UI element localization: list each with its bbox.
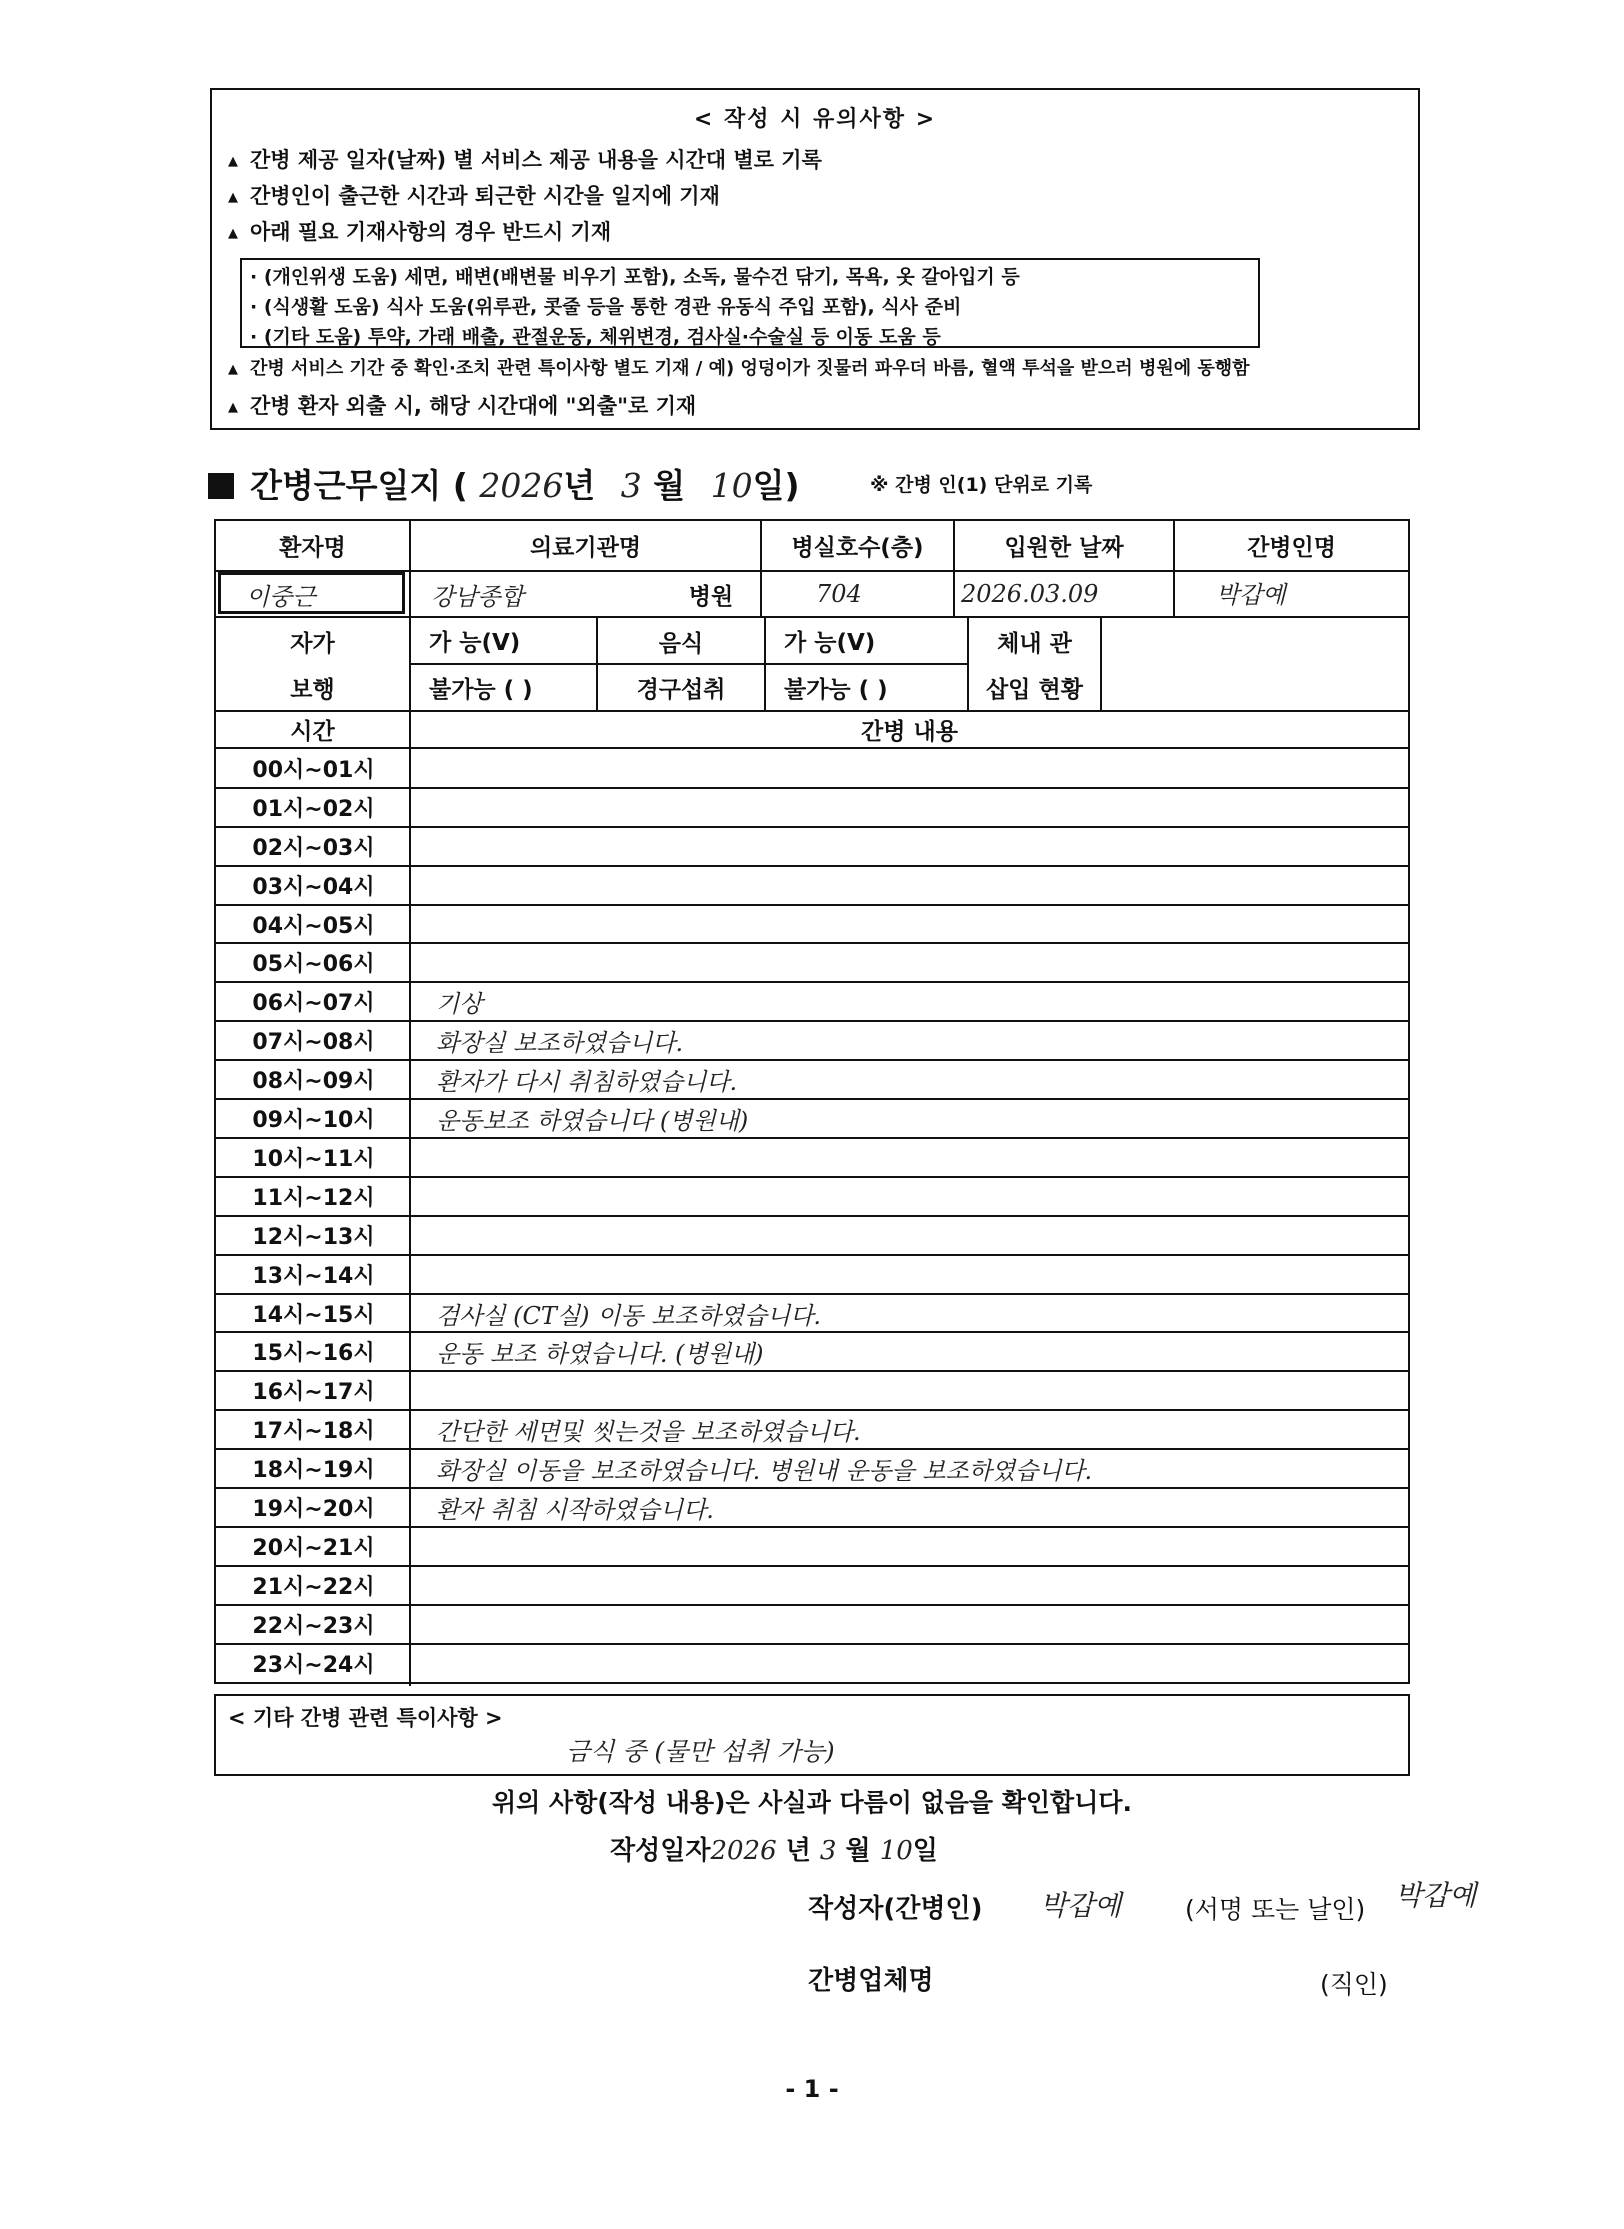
eat-possible: 가 능(V) [784,630,876,656]
notice-bullet-text: 간병인이 출근한 시간과 퇴근한 시간을 일지에 기재 [250,184,720,208]
log-time: 17시~18시 [252,1419,375,1445]
black-square-icon [208,473,234,499]
tube-label: 체내 관 [997,630,1072,657]
time-header: 시간 [290,719,335,745]
log-time: 09시~10시 [252,1108,375,1134]
log-row [216,1333,1408,1372]
log-row [216,1527,1408,1566]
log-time: 06시~07시 [252,991,375,1017]
writer-name: 박갑예 [1040,1889,1122,1922]
log-entry: 간단한 세면및 씻는것을 보조하였습니다. [436,1418,861,1447]
care-log-table [214,519,1410,1684]
notice-bullet [228,390,696,420]
log-row [216,1255,1408,1294]
notice-box [210,88,1420,430]
log-row [216,1060,1408,1099]
log-row [216,1371,1408,1410]
sign-label: (서명 또는 날인) [1185,1895,1366,1924]
written-date [610,1830,938,1867]
title-day-unit: 일) [752,466,800,505]
triangle-bullet-icon: ▲ [228,361,238,377]
caregiver-name: 박갑예 [1216,580,1286,609]
date-month: 3 [819,1836,837,1866]
hospital-suffix: 병원 [688,583,734,610]
remarks-label: < 기타 간병 관련 특이사항 > [228,1706,503,1730]
log-row [216,1488,1408,1527]
detail-line: · (개인위생 도움) 세면, 배변(배변물 비우기 포함), 소독, 물수건 닦기, 목욕, 옷 갈아입기 등 [250,266,1020,288]
log-row [216,1138,1408,1177]
notice-bullet-text: 간병 제공 일자(날짜) 별 서비스 제공 내용을 시간대 별로 기록 [250,148,822,172]
eat-label: 음식 [658,630,704,657]
triangle-bullet-icon: ▲ [228,153,238,169]
log-entry: 화장실 이동을 보조하였습니다. 병원내 운동을 보조하였습니다. [436,1457,1093,1486]
log-row [216,788,1408,827]
log-time: 18시~19시 [252,1458,375,1484]
header-room: 병실호수(층) [791,535,924,561]
log-time: 12시~13시 [252,1224,375,1250]
log-time: 10시~11시 [252,1146,375,1172]
log-entry: 검사실 (CT실) 이동 보조하였습니다. [436,1301,822,1330]
header-admit-date: 입원한 날짜 [1004,535,1124,561]
log-row [216,1410,1408,1449]
notice-bullet [228,180,720,210]
log-entry: 화장실 보조하였습니다. [436,1029,684,1058]
seal-label: (직인) [1320,1970,1388,1999]
log-row [216,1605,1408,1644]
log-time: 08시~09시 [252,1069,375,1095]
log-time: 11시~12시 [252,1185,375,1211]
date-day-unit: 일 [912,1836,938,1866]
header-patient: 환자명 [279,535,346,561]
log-row [216,1644,1408,1683]
log-time: 07시~08시 [252,1030,375,1056]
content-header: 간병 내용 [861,719,958,745]
patient-name: 이중근 [246,582,316,611]
signature: 박갑예 [1395,1879,1477,1912]
log-row [216,1566,1408,1605]
triangle-bullet-icon: ▲ [228,225,238,241]
log-entry: 기상 [436,990,483,1019]
notice-detail-box [240,258,1260,348]
notice-bullet [228,354,1250,380]
title-year-unit: 년 [563,466,596,505]
log-row [216,944,1408,983]
log-entry: 환자 취침 시작하였습니다. [436,1496,714,1525]
notice-bullet-text: 간병 서비스 기간 중 확인·조치 관련 특이사항 별도 기재 / 예) 엉덩이가 짓물러 파우더 바름, 혈액 투석을 받으러 병원에 동행함 [250,358,1250,379]
log-time: 01시~02시 [252,796,375,822]
header-hospital: 의료기관명 [529,535,642,561]
walk-label: 보행 [290,676,335,703]
title-month: 3 [620,466,642,505]
log-time: 15시~16시 [252,1341,375,1367]
title-paren: ( [452,466,468,505]
date-year-unit: 년 [785,1836,811,1866]
date-day: 10 [879,1836,913,1866]
notice-bullet-text: 아래 필요 기재사항의 경우 반드시 기재 [250,220,612,244]
title-month-unit: 월 [653,466,686,505]
triangle-bullet-icon: ▲ [228,399,238,415]
hospital-name: 강남종합 [431,582,524,611]
log-time: 22시~23시 [252,1613,375,1639]
writer-label: 작성자(간병인) [808,1894,983,1924]
log-time: 20시~21시 [252,1535,375,1561]
log-row [216,1177,1408,1216]
log-time: 14시~15시 [252,1302,375,1328]
date-year: 2026 [710,1836,777,1866]
log-time: 00시~01시 [252,757,375,783]
notice-bullet [228,216,611,246]
detail-line: · (식생활 도움) 식사 도움(위루관, 콧줄 등을 통한 경관 유동식 주입 포함), 식사 준비 [250,296,962,318]
log-row [216,827,1408,866]
log-entry: 운동보조 하였습니다 (병원내) [436,1107,749,1136]
notice-bullet-text: 간병 환자 외출 시, 해당 시간대에 "외출"로 기재 [250,394,697,418]
date-label: 작성일자 [610,1836,711,1866]
admit-date: 2026.03.09 [961,580,1099,608]
confirm-statement: 위의 사항(작성 내용)은 사실과 다름이 없음을 확인합니다. [491,1788,1133,1817]
log-entry: 환자가 다시 취침하였습니다. [436,1068,738,1097]
notice-bullet [228,144,822,174]
log-row [216,905,1408,944]
walk-impossible: 불가능 ( ) [429,677,533,703]
log-time: 21시~22시 [252,1574,375,1600]
notice-title: < 작성 시 유의사항 > [693,107,937,132]
log-time: 16시~17시 [252,1380,375,1406]
col-divider [1100,616,1102,711]
log-row [216,1021,1408,1060]
remarks-box [214,1694,1410,1776]
log-row [216,1216,1408,1255]
remarks-text: 금식 중 (물만 섭취 가능) [566,1737,835,1766]
page-number: - 1 - [785,2075,839,2103]
detail-line: · (기타 도움) 투약, 가래 배출, 관절운동, 체위변경, 검사실·수술실 등 이동 도움 등 [250,326,941,348]
walk-possible: 가 능(V) [429,630,521,656]
log-row [216,1449,1408,1488]
log-row [216,749,1408,788]
title-text: 간병근무일지 [250,466,442,505]
title-day: 10 [710,466,753,505]
eat-impossible: 불가능 ( ) [784,677,888,703]
tube-label: 삽입 현황 [986,676,1083,703]
log-time: 13시~14시 [252,1263,375,1289]
log-row [216,982,1408,1021]
title-year: 2026 [479,466,564,505]
log-time: 05시~06시 [252,952,375,978]
room-number: 704 [816,580,862,608]
heading-note: ※ 간병 인(1) 단위로 기록 [870,474,1093,496]
log-row [216,1294,1408,1333]
log-time: 19시~20시 [252,1497,375,1523]
log-time: 04시~05시 [252,913,375,939]
date-month-unit: 월 [845,1836,871,1866]
log-time: 02시~03시 [252,835,375,861]
company-label: 간병업체명 [808,1966,934,1996]
triangle-bullet-icon: ▲ [228,189,238,205]
page-title [208,460,800,507]
walk-label: 자가 [290,630,335,657]
log-entry: 운동 보조 하였습니다. (병원내) [436,1340,764,1369]
log-row [216,1099,1408,1138]
log-row [216,866,1408,905]
log-time: 23시~24시 [252,1652,375,1678]
eat-label: 경구섭취 [636,676,726,703]
log-time: 03시~04시 [252,874,375,900]
header-caregiver: 간병인명 [1247,535,1336,561]
